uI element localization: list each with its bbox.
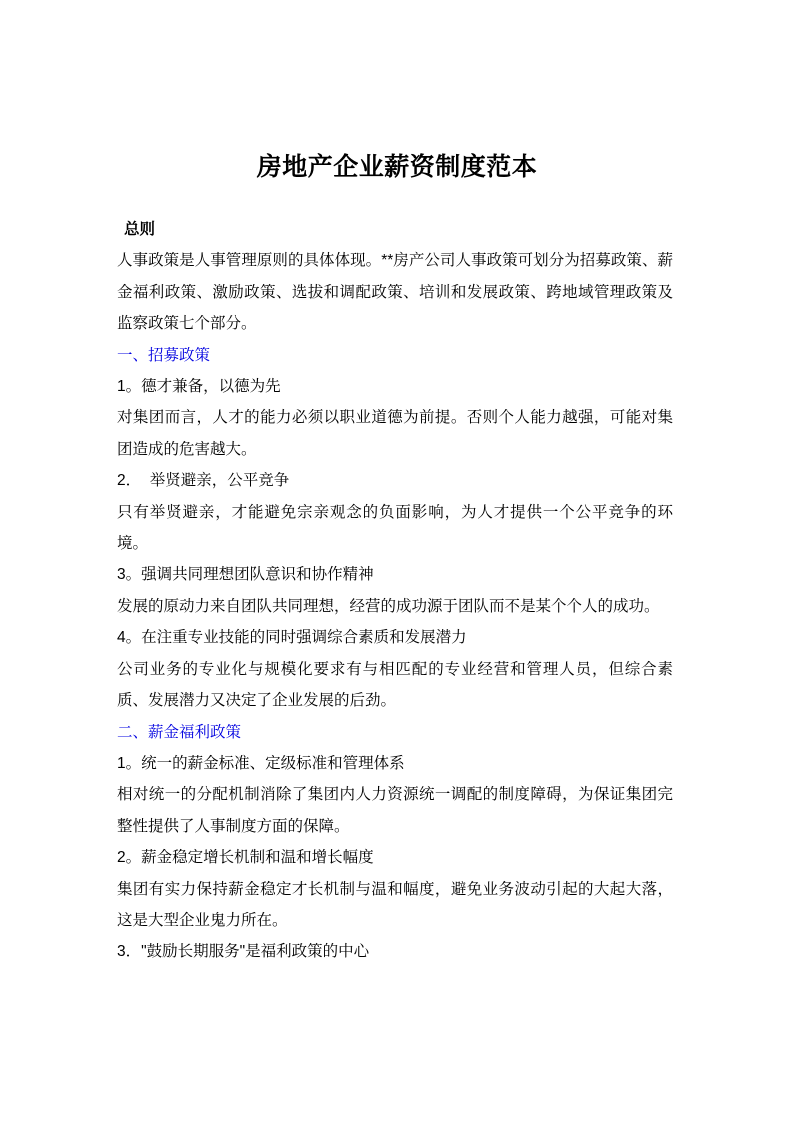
item-body-1-2: 只有举贤避亲，才能避免宗亲观念的负面影响，为人才提供一个公平竞争的环境。 xyxy=(117,503,673,553)
item-body-1-1: 对集团而言，人才的能力必须以职业道德为前提。否则个人能力越强，可能对集团造成的危害越大。 xyxy=(117,409,673,458)
paragraph-zongze-intro: 人事政策是人事管理原则的具体体现。**房产公司人事政策可划分为招募政策、薪金福利政策、激励政策、选拔和调配政策、培训和发展政策、跨地域管理政策及监察政策七个部分。 xyxy=(117,252,673,333)
page-title: 房地产企业薪资制度范本 xyxy=(256,153,538,181)
item-title-2-2: 2。薪金稳定增长机制和温和增长幅度 xyxy=(117,849,374,867)
item-title-2-1: 1。统一的薪金标准、定级标准和管理体系 xyxy=(117,754,405,772)
section-heading-recruitment: 一、招募政策 xyxy=(117,346,211,364)
item-body-1-4: 公司业务的专业化与规模化要求有与相匹配的专业经营和管理人员，但综合素质、发展潜力又决定了企业发展的后劲。 xyxy=(117,660,673,710)
item-title-1-1: 1。德才兼备，以德为先 xyxy=(117,378,281,396)
section-heading-salary-benefits: 二、薪金福利政策 xyxy=(117,723,242,741)
item-title-1-2: 2． 举贤避亲，公平竞争 xyxy=(117,472,290,490)
item-title-2-3: 3．"鼓励长期服务"是福利政策的中心 xyxy=(117,943,370,961)
item-body-2-2: 集团有实力保持薪金稳定才长机制与温和幅度，避免业务波动引起的大起大落，这是大型企业鬼力所在。 xyxy=(117,880,673,929)
item-body-1-3: 发展的原动力来自团队共同理想，经营的成功源于团队而不是某个个人的成功。 xyxy=(117,597,660,615)
item-title-1-3: 3。强调共同理想团队意识和协作精神 xyxy=(117,566,374,584)
item-body-2-1: 相对统一的分配机制消除了集团内人力资源统一调配的制度障碍，为保证集团完整性提供了人事制度方面的保障。 xyxy=(117,786,673,835)
document-body xyxy=(117,214,673,968)
item-title-1-4: 4。在注重专业技能的同时强调综合素质和发展潜力 xyxy=(117,629,467,647)
section-heading-zongze: 总则 xyxy=(124,221,156,238)
